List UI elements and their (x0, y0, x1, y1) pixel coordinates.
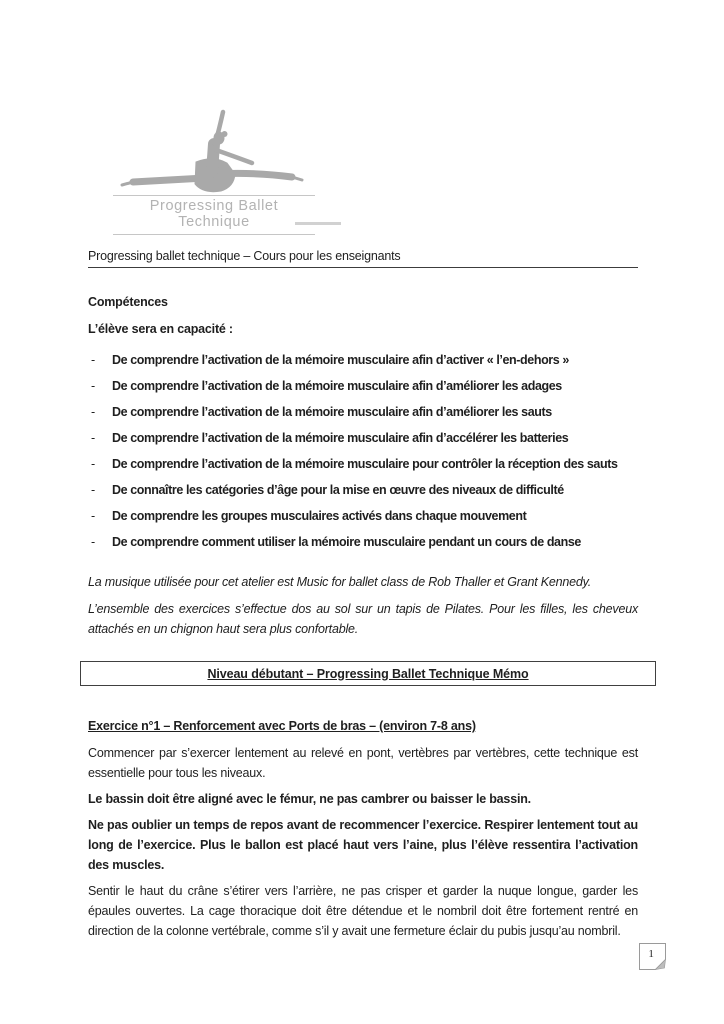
list-item (88, 347, 654, 373)
exercise-paragraph: Sentir le haut du crâne s’étirer vers l’arrière, ne pas crisper et garder la nuque longue, garder les épaules ouvertes. La cage thoracique doit être détendue et le nombril doit être fortement rentré en direction de la colonne vertébrale, comme s’il y avait une fermeture éclair du pubis jusqu’au nombril. (88, 884, 638, 938)
list-marker: - (91, 509, 95, 523)
list-marker: - (91, 535, 95, 549)
setup-note: L’ensemble des exercices s’effectue dos au sol sur un tapis de Pilates. Pour les filles, les cheveux attachés en un chignon haut sera plus confortable. (88, 602, 638, 636)
list-item (88, 529, 654, 555)
list-item-text: De comprendre comment utiliser la mémoire musculaire pendant un cours de danse (112, 535, 581, 549)
list-marker: - (91, 483, 95, 497)
document-header (88, 249, 638, 268)
competences-list (88, 347, 654, 555)
competences-section (88, 292, 654, 555)
page-number-badge (638, 942, 668, 972)
list-item (88, 425, 654, 451)
header-rule (88, 267, 638, 268)
ballet-dancer-icon (113, 100, 315, 195)
exercise-paragraph: Commencer par s’exercer lentement au relevé en pont, vertèbres par vertèbres, cette technique est essentielle pour tous les niveaux. (88, 746, 638, 780)
exercise-section (88, 716, 638, 947)
list-item (88, 477, 654, 503)
exercise-paragraph: Ne pas oublier un temps de repos avant de recommencer l’exercice. Respirer lentement tout au long de l’exercice. Plus le ballon est placé haut vers l’aine, plus l’élève ressentira l’activation des muscles. (88, 818, 638, 872)
exercise-paragraph: Le bassin doit être aligné avec le fémur, ne pas cambrer ou baisser le bassin. (88, 792, 531, 806)
competences-heading: Compétences (88, 295, 168, 309)
list-marker: - (91, 405, 95, 419)
document-header-title: Progressing ballet technique – Cours pour les enseignants (88, 249, 401, 263)
list-item (88, 399, 654, 425)
list-item (88, 503, 654, 529)
logo-credit-text (295, 222, 341, 225)
list-marker: - (91, 457, 95, 471)
list-item-text: De comprendre l’activation de la mémoire musculaire afin d’accélérer les batteries (112, 431, 569, 445)
list-item-text: De comprendre l’activation de la mémoire musculaire afin d’améliorer les sauts (112, 405, 552, 419)
exercise-heading: Exercice n°1 – Renforcement avec Ports de bras – (environ 7-8 ans) (88, 719, 476, 733)
list-item-text: De comprendre l’activation de la mémoire musculaire afin d’améliorer les adages (112, 379, 562, 393)
list-marker: - (91, 431, 95, 445)
memo-title-box (80, 661, 656, 686)
list-marker: - (91, 353, 95, 367)
list-marker: - (91, 379, 95, 393)
pbt-logo (113, 100, 315, 235)
notes-section (88, 572, 638, 646)
list-item (88, 451, 654, 477)
list-item-text: De comprendre les groupes musculaires activés dans chaque mouvement (112, 509, 527, 523)
list-item-text: De connaître les catégories d’âge pour la mise en œuvre des niveaux de difficulté (112, 483, 564, 497)
music-note: La musique utilisée pour cet atelier est Music for ballet class de Rob Thaller et Grant Kennedy. (88, 575, 592, 589)
list-item (88, 373, 654, 399)
page-number: 1 (648, 948, 654, 960)
list-item-text: De comprendre l’activation de la mémoire musculaire afin d’activer « l’en-dehors » (112, 353, 569, 367)
logo-wordmark: Progressing Ballet Technique (113, 195, 315, 235)
competences-intro: L’élève sera en capacité : (88, 322, 233, 336)
list-item-text: De comprendre l’activation de la mémoire musculaire pour contrôler la réception des sauts (112, 457, 618, 471)
memo-title: Niveau débutant – Progressing Ballet Technique Mémo (207, 666, 529, 681)
